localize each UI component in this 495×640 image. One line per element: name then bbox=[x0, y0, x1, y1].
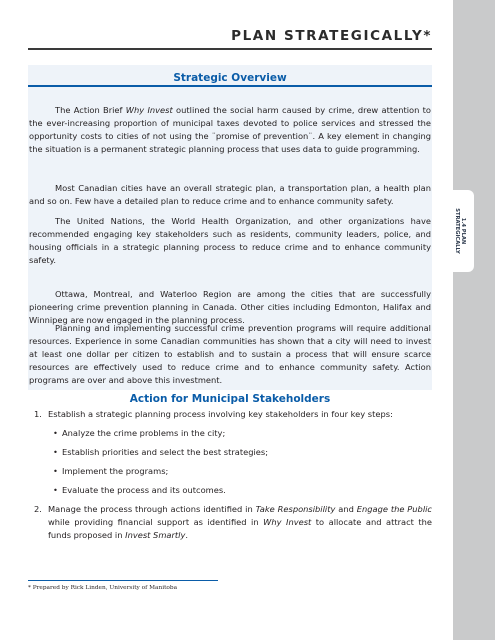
footnote: * Prepared by Rick Linden, University of Manitoba bbox=[28, 585, 178, 591]
bullet-item: • Evaluate the process and its outcomes. bbox=[62, 484, 226, 497]
why-invest-reference: Why Invest bbox=[125, 105, 173, 115]
overview-paragraph-1: The Action Brief Why Invest outlined the social harm caused by crime, drew attention to the ever-increasing proportion of municipal taxes devoted to police services and stressed the opportunity costs to cities of not using the ¨promise of prevention¨. A key element in changing the situation is a permanent strategic planning process that uses data to guide programming. bbox=[29, 105, 432, 154]
title-divider bbox=[28, 48, 432, 50]
actions-heading: Action for Municipal Stakeholders bbox=[129, 393, 331, 405]
side-strip bbox=[453, 0, 495, 640]
overview-paragraph-5: Planning and implementing successful crime prevention programs will require additional resources. Experience in some Canadian communities has shown that a city will need to invest at least one dollar per citizen to establish and to sustain a process that will ensure scarce resources are effectively used to reduce crime and to enhance community safety. Action programs are over and above this investment. bbox=[29, 323, 431, 385]
overview-paragraph-3: The United Nations, the World Health Organization, and other organizations have recommended engaging key stakeholders such as residents, community leaders, police, and housing officials in a strategic planning process to reduce crime and to enhance community safety. bbox=[29, 216, 431, 265]
overview-divider bbox=[28, 85, 432, 87]
section-tab-label: 1.4 PLAN STRATEGICALLY bbox=[454, 208, 466, 254]
overview-paragraph-4: Ottawa, Montreal, and Waterloo Region are among the cities that are successfully pioneering crime prevention planning in Canada. Other cities including Edmonton, Halifax and Winnipeg are now engaged in the planning process. bbox=[29, 289, 431, 325]
strategic-overview-heading: Strategic Overview bbox=[173, 72, 287, 84]
overview-paragraph-2: Most Canadian cities have an overall strategic plan, a transportation plan, a health plan and so on. Few have a detailed plan to reduce crime and to enhance community safety. bbox=[29, 183, 431, 206]
footnote-divider bbox=[28, 580, 218, 581]
bullet-item: • Establish priorities and select the best strategies; bbox=[62, 446, 268, 459]
bullet-item: • Analyze the crime problems in the city; bbox=[62, 427, 225, 440]
action-item-2: 2. Manage the process through actions identified in Take Responsibility and Engage the Public while providing financial support as identified in Why Invest to allocate and attract the funds proposed in Invest Smartly. bbox=[34, 504, 433, 540]
bullet-item: • Implement the programs; bbox=[62, 465, 168, 478]
page-title: PLAN STRATEGICALLY* bbox=[231, 28, 432, 44]
action-item-1: 1. Establish a strategic planning process involving key stakeholders in four key steps: bbox=[34, 409, 393, 419]
